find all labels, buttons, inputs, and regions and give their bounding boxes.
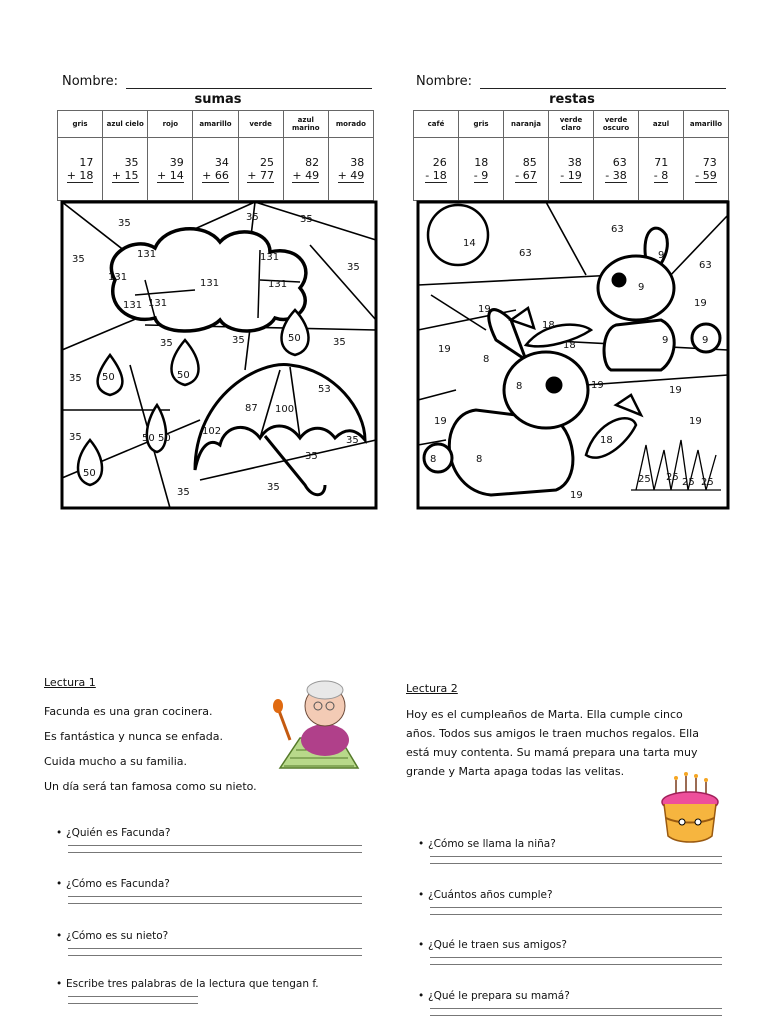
region-number: 131 xyxy=(200,278,220,289)
op-top: 18 xyxy=(474,155,489,169)
region-number: 19 xyxy=(591,380,604,391)
region-number: 102 xyxy=(202,426,222,437)
lectura-1-question-2: • ¿Cómo es Facunda? xyxy=(56,878,362,904)
region-number: 25 xyxy=(701,477,714,488)
question-text: ¿Qué le traen sus amigos? xyxy=(428,939,567,951)
region-number: 35 xyxy=(118,218,131,229)
op-top: 63 xyxy=(612,155,627,169)
right-header-cell: café xyxy=(414,111,459,138)
op-bottom: - 67 xyxy=(515,168,537,182)
op-top: 25 xyxy=(259,155,274,169)
region-number: 35 xyxy=(346,435,359,446)
answer-line[interactable] xyxy=(430,963,722,965)
question-text: ¿Qué le prepara su mamá? xyxy=(428,990,570,1002)
lectura-1 xyxy=(44,676,257,799)
question-text: ¿Cómo es Facunda? xyxy=(66,878,170,890)
region-number: 35 xyxy=(72,254,85,265)
region-number: 131 xyxy=(268,279,288,290)
region-number: 19 xyxy=(570,490,583,501)
op-bottom: - 18 xyxy=(425,168,447,182)
region-number: 100 xyxy=(275,404,295,415)
op-bottom: - 19 xyxy=(560,168,582,182)
op-bottom: - 59 xyxy=(695,168,717,182)
region-number: 25 xyxy=(682,477,695,488)
op-top: 85 xyxy=(522,155,537,169)
region-number: 8 xyxy=(430,454,437,465)
lectura-1-line: Un día será tan famosa como su nieto. xyxy=(44,780,257,793)
left-header-cell: azul marino xyxy=(283,111,328,138)
left-name-line[interactable] xyxy=(126,87,372,89)
region-number: 18 xyxy=(600,435,613,446)
op-bottom: - 38 xyxy=(605,168,627,182)
right-header-cell: naranja xyxy=(504,111,549,138)
lectura-1-question-1: • ¿Quién es Facunda? xyxy=(56,827,362,853)
op-top: 34 xyxy=(214,155,229,169)
left-header-cell: rojo xyxy=(148,111,193,138)
region-number: 63 xyxy=(611,224,624,235)
left-header-cell: amarillo xyxy=(193,111,238,138)
lectura-2-line: Hoy es el cumpleaños de Marta. Ella cumple cinco xyxy=(406,708,683,721)
right-table-title: restas xyxy=(549,92,595,107)
region-number: 19 xyxy=(478,304,491,315)
answer-line[interactable] xyxy=(430,855,722,857)
answer-line[interactable] xyxy=(430,913,722,915)
region-number: 50 xyxy=(158,433,171,444)
right-header-cell: verde claro xyxy=(549,111,594,138)
lectura-2-line: está muy contenta. Su mamá prepara una tarta muy xyxy=(406,746,698,759)
op-bottom: + 77 xyxy=(247,168,274,182)
answer-line[interactable] xyxy=(68,851,362,853)
region-number: 19 xyxy=(434,416,447,427)
region-number: 25 xyxy=(638,474,651,485)
region-number: 9 xyxy=(638,282,645,293)
left-header-cell: gris xyxy=(58,111,103,138)
region-number: 18 xyxy=(542,320,555,331)
right-op-cell xyxy=(594,138,639,201)
region-number: 14 xyxy=(463,238,476,249)
region-number: 19 xyxy=(669,385,682,396)
region-number: 131 xyxy=(148,298,168,309)
op-bottom: - 8 xyxy=(653,168,669,182)
answer-line[interactable] xyxy=(430,862,722,864)
answer-line[interactable] xyxy=(68,902,362,904)
left-name-label: Nombre: xyxy=(62,74,119,89)
left-op-cell xyxy=(58,138,103,201)
region-number: 19 xyxy=(689,416,702,427)
op-top: 38 xyxy=(567,155,582,169)
op-bottom: + 49 xyxy=(292,168,320,182)
right-op-cell xyxy=(684,138,729,201)
op-bottom: + 18 xyxy=(66,168,94,182)
answer-line[interactable] xyxy=(68,1002,198,1004)
region-number: 35 xyxy=(305,451,318,462)
left-op-cell xyxy=(283,138,328,201)
region-number: 8 xyxy=(516,381,523,392)
region-number: 35 xyxy=(160,338,173,349)
left-table-title: sumas xyxy=(194,92,242,107)
bunnies-coloring-picture xyxy=(416,200,730,510)
left-op-cell xyxy=(238,138,283,201)
right-name-line[interactable] xyxy=(480,87,726,89)
right-op-cell xyxy=(639,138,684,201)
rain-umbrella-coloring-picture xyxy=(60,200,378,510)
op-top: 17 xyxy=(79,155,94,169)
region-number: 18 xyxy=(563,340,576,351)
region-number: 9 xyxy=(662,335,669,346)
region-number: 35 xyxy=(69,373,82,384)
op-top: 26 xyxy=(432,155,447,169)
lectura-1-line: Facunda es una gran cocinera. xyxy=(44,705,213,718)
region-number: 8 xyxy=(476,454,483,465)
answer-line[interactable] xyxy=(430,906,722,908)
left-op-cell xyxy=(193,138,238,201)
op-top: 73 xyxy=(702,155,717,169)
answer-line[interactable] xyxy=(430,1007,722,1009)
lectura-1-question-4: • Escribe tres palabras de la lectura que tengan f. xyxy=(56,978,362,1004)
region-number: 131 xyxy=(123,300,143,311)
region-number: 35 xyxy=(300,214,313,225)
answer-line[interactable] xyxy=(68,995,198,997)
left-header-cell: morado xyxy=(328,111,373,138)
region-number: 50 xyxy=(288,333,301,344)
region-number: 35 xyxy=(347,262,360,273)
region-number: 19 xyxy=(438,344,451,355)
region-number: 35 xyxy=(232,335,245,346)
left-header-cell: azul cielo xyxy=(103,111,148,138)
region-number: 35 xyxy=(177,487,190,498)
lectura-2-line: años. Todos sus amigos le traen muchos regalos. Ella xyxy=(406,727,699,740)
region-number: 131 xyxy=(260,252,280,263)
lectura-2-title: Lectura 2 xyxy=(406,682,458,695)
lectura-1-line: Cuida mucho a su familia. xyxy=(44,755,188,768)
left-op-cell xyxy=(328,138,373,201)
region-number: 63 xyxy=(699,260,712,271)
op-bottom: + 66 xyxy=(202,168,229,182)
region-number: 8 xyxy=(483,354,490,365)
right-name-row xyxy=(416,74,726,89)
lectura-1-line: Es fantástica y nunca se enfada. xyxy=(44,730,223,743)
region-number: 25 xyxy=(666,472,679,483)
question-text: ¿Quién es Facunda? xyxy=(66,827,171,839)
region-number: 35 xyxy=(246,212,259,223)
region-number: 63 xyxy=(519,248,532,259)
answer-line[interactable] xyxy=(430,956,722,958)
lectura-1-title: Lectura 1 xyxy=(44,676,96,689)
region-number: 50 xyxy=(102,372,115,383)
question-text: Escribe tres palabras de la lectura que tengan f. xyxy=(66,978,319,990)
answer-line[interactable] xyxy=(430,1014,722,1016)
op-bottom: + 15 xyxy=(111,168,139,182)
question-text: ¿Cuántos años cumple? xyxy=(428,889,553,901)
op-top: 35 xyxy=(124,155,139,169)
grandmother-cook-illustration xyxy=(270,678,362,770)
region-number: 35 xyxy=(69,432,82,443)
answer-line[interactable] xyxy=(68,844,362,846)
lectura-2-question-3: • ¿Qué le traen sus amigos? xyxy=(418,939,722,965)
lectura-2-question-2: • ¿Cuántos años cumple? xyxy=(418,889,722,915)
right-header-cell: gris xyxy=(459,111,504,138)
answer-line[interactable] xyxy=(68,895,362,897)
answer-line[interactable] xyxy=(68,947,362,949)
lectura-2-line: grande y Marta apaga todas las velitas. xyxy=(406,765,625,778)
right-ops-table xyxy=(413,110,729,201)
region-number: 35 xyxy=(267,482,280,493)
lectura-1-question-3: • ¿Cómo es su nieto? xyxy=(56,930,362,956)
right-header-cell: amarillo xyxy=(684,111,729,138)
region-number: 131 xyxy=(108,272,128,283)
region-number: 87 xyxy=(245,403,258,414)
right-op-cell xyxy=(504,138,549,201)
left-op-cell xyxy=(148,138,193,201)
right-name-label: Nombre: xyxy=(416,74,473,89)
answer-line[interactable] xyxy=(68,954,362,956)
birthday-cake-illustration xyxy=(658,772,722,846)
op-top: 39 xyxy=(169,155,184,169)
lectura-2-question-1: • ¿Cómo se llama la niña? xyxy=(418,838,722,864)
right-op-cell xyxy=(414,138,459,201)
region-number: 9 xyxy=(702,335,709,346)
region-number: 50 xyxy=(142,433,155,444)
op-bottom: + 14 xyxy=(156,168,184,182)
left-ops-table xyxy=(57,110,374,201)
op-top: 82 xyxy=(305,155,320,169)
op-bottom: - 9 xyxy=(473,168,489,182)
question-text: ¿Cómo se llama la niña? xyxy=(428,838,556,850)
region-number: 50 xyxy=(177,370,190,381)
op-bottom: + 49 xyxy=(337,168,365,182)
right-header-cell: azul xyxy=(639,111,684,138)
right-op-cell xyxy=(459,138,504,201)
question-text: ¿Cómo es su nieto? xyxy=(66,930,169,942)
left-header-cell: verde xyxy=(238,111,283,138)
region-number: 19 xyxy=(694,298,707,309)
left-name-row xyxy=(62,74,372,89)
region-number: 50 xyxy=(83,468,96,479)
right-header-cell: verde oscuro xyxy=(594,111,639,138)
op-top: 71 xyxy=(654,155,669,169)
left-op-cell xyxy=(103,138,148,201)
lectura-2 xyxy=(406,682,726,781)
lectura-2-question-4: • ¿Qué le prepara su mamá? xyxy=(418,990,722,1016)
region-number: 131 xyxy=(137,249,157,260)
right-op-cell xyxy=(549,138,594,201)
region-number: 9 xyxy=(658,250,665,261)
region-number: 53 xyxy=(318,384,331,395)
op-top: 38 xyxy=(350,155,365,169)
region-number: 35 xyxy=(333,337,346,348)
